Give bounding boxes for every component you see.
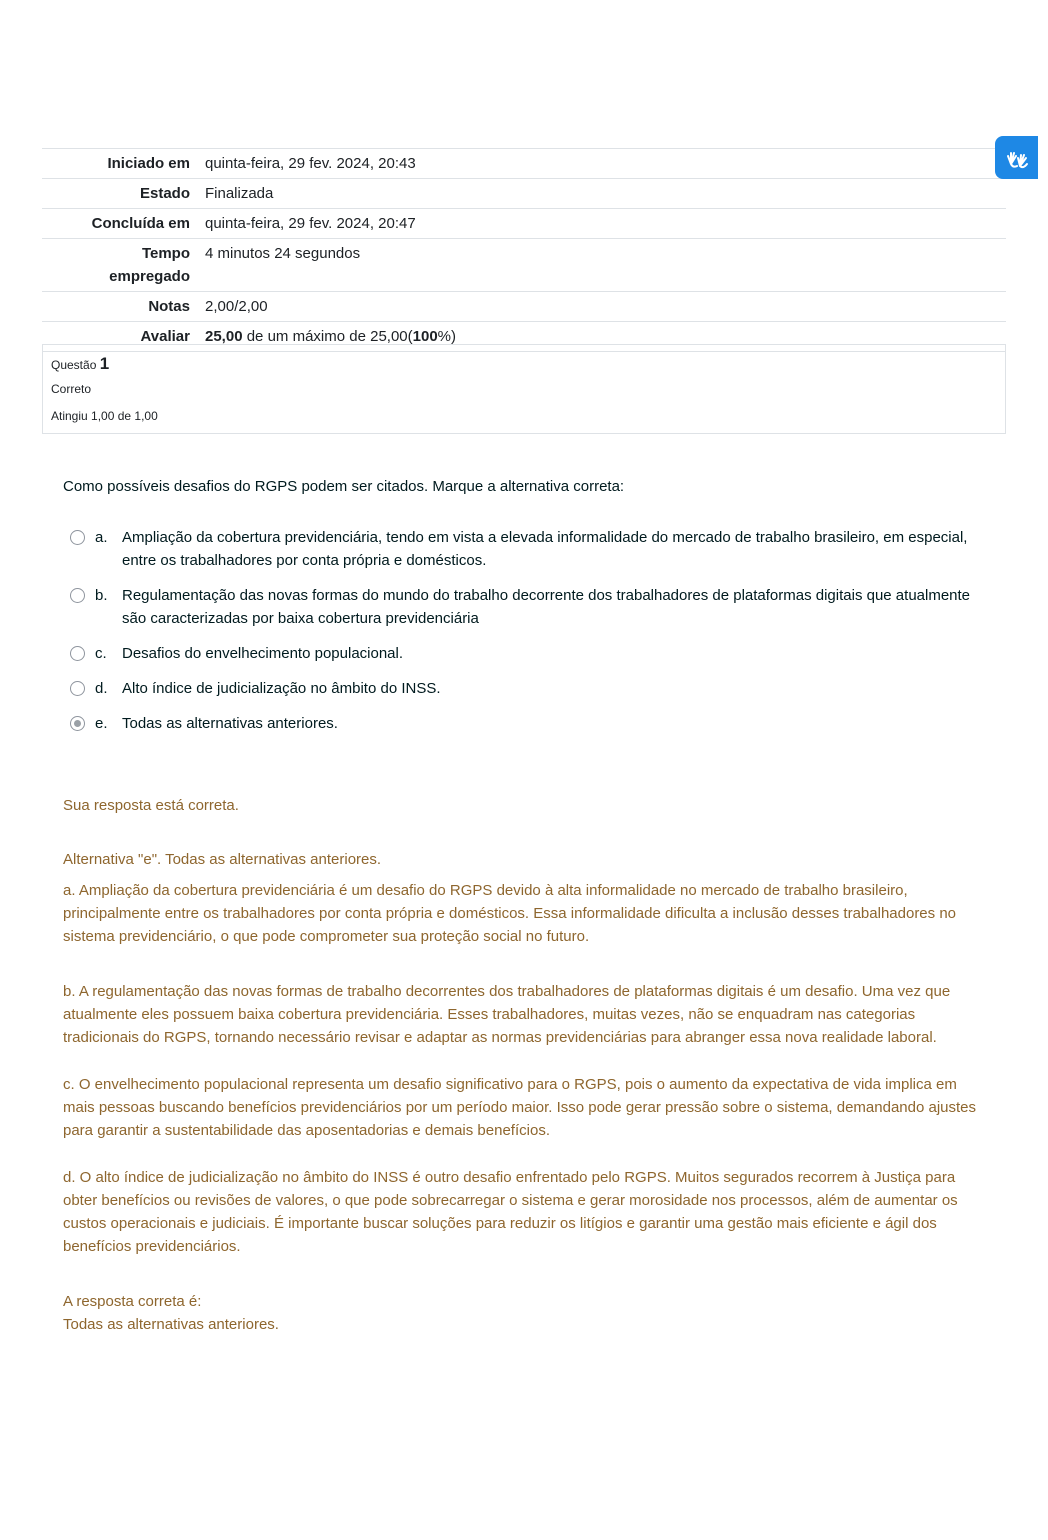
marks-label: Notas (148, 298, 190, 315)
radio-a[interactable] (70, 530, 85, 545)
radio-e-selected[interactable] (70, 716, 85, 731)
grade-score: 25,00 (205, 328, 243, 345)
question-text: Como possíveis desafios do RGPS podem ser citados. Marque a alternativa correta: (63, 478, 625, 495)
question-label: Questão (51, 358, 100, 372)
right-answer-label: A resposta correta é: (63, 1293, 202, 1310)
state-label: Estado (139, 185, 190, 202)
answer-options (70, 526, 990, 747)
summary-row-completed (42, 209, 1006, 239)
question-number (51, 353, 997, 376)
started-value: quinta-feira, 29 fev. 2024, 20:43 (205, 155, 416, 172)
answer-option-d[interactable] (70, 677, 990, 700)
summary-row-marks (42, 292, 1006, 322)
started-label: Iniciado em (107, 155, 190, 172)
summary-row-state (42, 179, 1006, 209)
feedback-intro: Alternativa "e". Todas as alternativas anteriores. (63, 851, 382, 868)
time-label-line1: Tempo (141, 245, 190, 262)
answer-letter: e. (95, 715, 108, 732)
answer-text: Alto índice de judicialização no âmbito do INSS. (122, 680, 441, 697)
answer-letter: d. (95, 680, 108, 697)
state-value: Finalizada (205, 185, 274, 202)
feedback-correct: Sua resposta está correta. (63, 797, 239, 814)
answer-letter: c. (95, 645, 107, 662)
time-label-line2: empregado (109, 268, 190, 285)
question-number-value: 1 (99, 354, 110, 373)
feedback-paragraph-d: d. O alto índice de judicialização no âmbito do INSS é outro desafio enfrentado pelo RGPS. Muitos segurados recorrem à Justiça para obter benefícios ou revisões de valores, o que pode sobrecarregar o sistema e gerar morosidade nos processos, além de aumentar os custos operacionais e judiciais. É importante buscar soluções para reduzir os litígios e garantir uma gestão mais eficiente e ágil dos benefícios previdenciários. (63, 1169, 958, 1255)
answer-text: Todas as alternativas anteriores. (122, 715, 338, 732)
feedback-paragraph-b: b. A regulamentação das novas formas de trabalho decorrentes dos trabalhadores de plataformas digitais é um desafio. Uma vez que atualmente eles possuem baixa cobertura previdenciária. Esses trabalhadores, muitas vezes, não se enquadram nas categorias tradicionais do RGPS, tornando necessário revisar e adaptar as normas previdenciárias para abranger essa nova realidade laboral. (63, 983, 951, 1046)
feedback-paragraph-c: c. O envelhecimento populacional representa um desafio significativo para o RGPS, pois o aumento da expectativa de vida implica em mais pessoas buscando benefícios previdenciários por um período maior. Isso pode gerar pressão sobre o sistema, demandando ajustes para garantir a sustentabilidade das aposentadorias e demais benefícios. (63, 1076, 977, 1139)
answer-text: Ampliação da cobertura previdenciária, tendo em vista a elevada informalidade do mercado de trabalho brasileiro, em especial, entre os trabalhadores por conta própria e domésticos. (122, 529, 968, 569)
radio-b[interactable] (70, 588, 85, 603)
time-label (42, 239, 197, 292)
radio-d[interactable] (70, 681, 85, 696)
attempt-summary-table (42, 148, 1006, 352)
answer-text: Regulamentação das novas formas do mundo do trabalho decorrente dos trabalhadores de plataformas digitais que atualmente são caracterizadas por baixa cobertura previdenciária (122, 587, 971, 627)
question-info-box (42, 344, 1006, 434)
question-state: Correto (51, 382, 92, 396)
right-answer-value: Todas as alternativas anteriores. (63, 1316, 279, 1333)
marks-value: 2,00/2,00 (205, 298, 268, 315)
completed-label: Concluída em (91, 215, 190, 232)
answer-text: Desafios do envelhecimento populacional. (122, 645, 404, 662)
answer-letter: a. (95, 529, 108, 546)
answer-option-c[interactable] (70, 642, 990, 665)
sign-language-hands-icon (1003, 144, 1031, 172)
grade-percent: 100 (412, 328, 438, 345)
grade-text-2: %) (437, 328, 457, 345)
question-grade: Atingiu 1,00 de 1,00 (51, 409, 158, 423)
summary-row-started (42, 149, 1006, 179)
accessibility-button[interactable] (995, 136, 1038, 179)
answer-option-b[interactable] (70, 584, 990, 630)
time-value: 4 minutos 24 segundos (205, 245, 361, 262)
answer-option-a[interactable] (70, 526, 990, 572)
grade-text-1: de um máximo de 25,00( (242, 328, 413, 345)
summary-row-time (42, 239, 1006, 292)
grade-label: Avaliar (140, 328, 190, 345)
feedback-paragraph-a: a. Ampliação da cobertura previdenciária é um desafio do RGPS devido à alta informalidade no mercado de trabalho brasileiro, principalmente entre os trabalhadores por conta própria e domésticos. Essa informalidade dificulta a inclusão desses trabalhadores no sistema previdenciário, o que pode comprometer sua proteção social no futuro. (63, 882, 957, 945)
answer-letter: b. (95, 587, 108, 604)
answer-option-e[interactable] (70, 712, 990, 735)
completed-value: quinta-feira, 29 fev. 2024, 20:47 (205, 215, 416, 232)
radio-c[interactable] (70, 646, 85, 661)
